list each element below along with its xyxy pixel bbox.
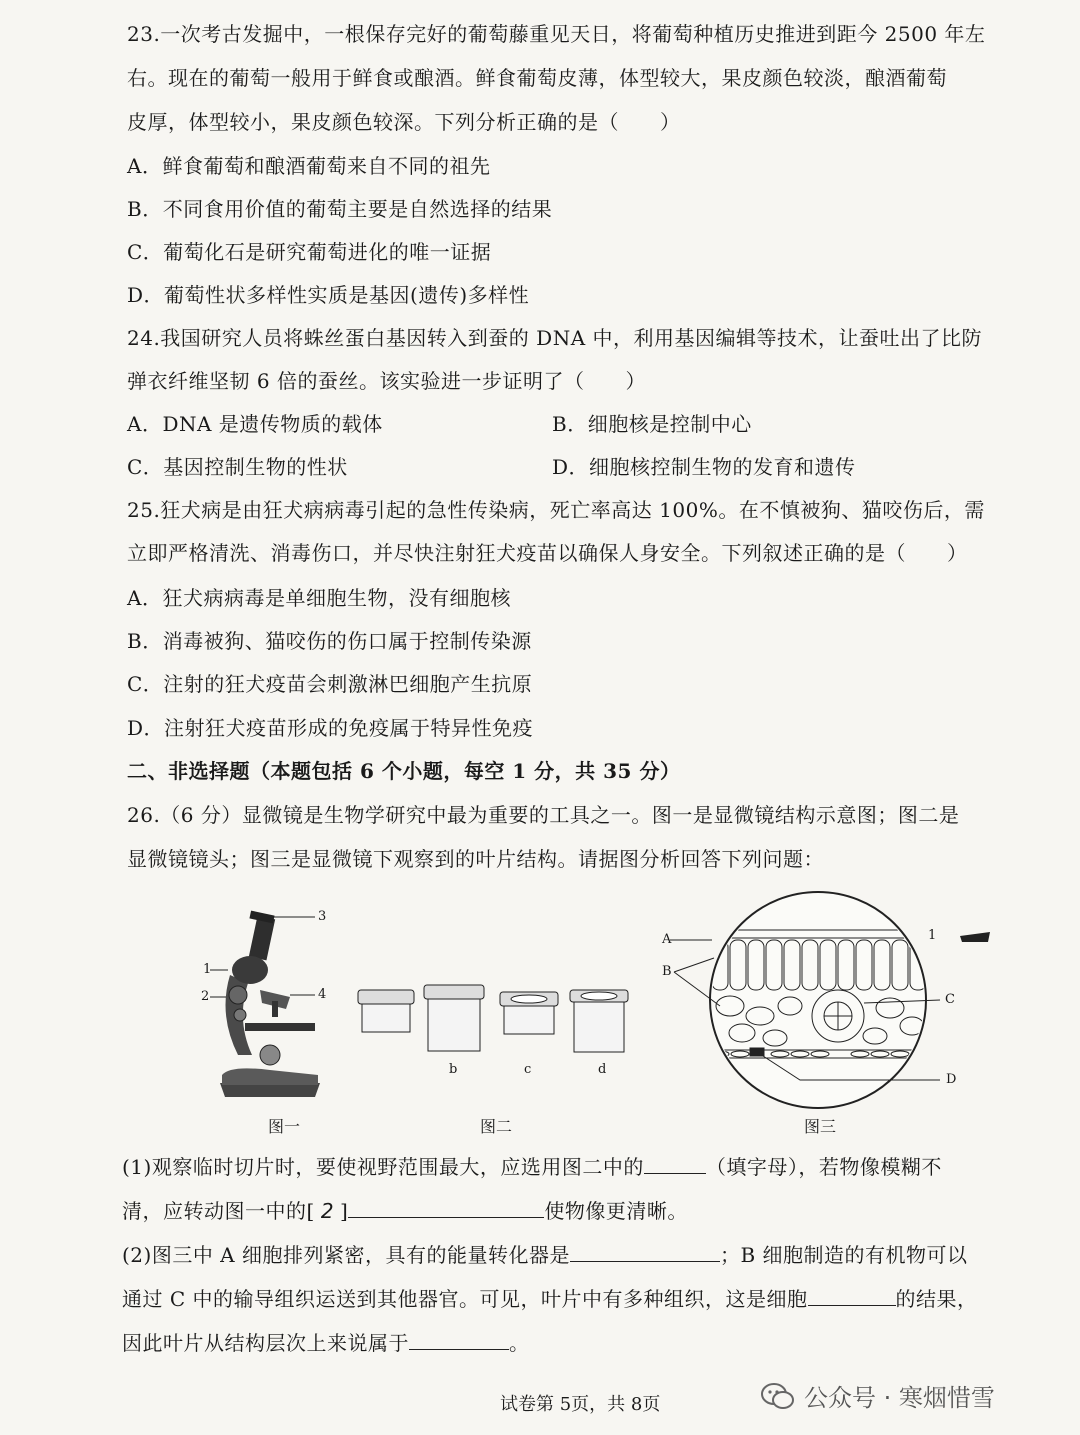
q25-stem-line-1: 25.狂犬病是由狂犬病病毒引起的急性传染病，死亡率高达 100%。在不慎被狗、猫咬伤后，需	[127, 498, 985, 522]
q26-sub2-blank-1[interactable]	[570, 1241, 720, 1262]
q26-sub2-text-6: 。	[509, 1331, 530, 1355]
q24-stem-line-1: 24.我国研究人员将蛛丝蛋白基因转入到蚕的 DNA 中，利用基因编辑等技术，让蚕吐出了比防	[127, 326, 982, 350]
q26-sub1-handwritten-2: 2	[320, 1199, 335, 1223]
figure-2-lenses	[350, 980, 640, 1060]
watermark	[760, 1378, 995, 1413]
q24-option-b: B．细胞核是控制中心	[552, 412, 752, 436]
fig1-label-4: 4	[318, 987, 327, 1002]
fig3-label-d: D	[946, 1072, 957, 1087]
q24-option-a: A．DNA 是遗传物质的载体	[127, 412, 383, 436]
q25-option-b: B．消毒被狗、猫咬伤的伤口属于控制传染源	[127, 629, 532, 653]
q26-sub1-text-1: (1)观察临时切片时，要使视野范围最大，应选用图二中的	[122, 1155, 644, 1179]
q26-sub2-blank-3[interactable]	[409, 1329, 509, 1350]
fig1-caption: 图一	[268, 1117, 301, 1136]
q23-option-d: D．葡萄性状多样性实质是基因(遗传)多样性	[127, 283, 530, 307]
fig2-label-d: d	[598, 1062, 607, 1077]
q26-stem-line-1: 26.（6 分）显微镜是生物学研究中最为重要的工具之一。图一是显微镜结构示意图；图二是	[127, 803, 960, 827]
fig3-label-b: B	[662, 964, 672, 979]
q25-stem-line-2: 立即严格清洗、消毒伤口，并尽快注射狂犬疫苗以确保人身安全。下列叙述正确的是（ ）	[127, 541, 968, 565]
fig3-label-1: 1	[928, 928, 937, 943]
q26-sub1-text-2: （填字母），若物像模糊不	[705, 1155, 942, 1179]
page-footer: 试卷第 5页，共 8页	[500, 1394, 661, 1415]
q26-sub2-line-3	[122, 1329, 530, 1357]
fig1-label-1: 1	[203, 962, 212, 977]
q23-stem-line-2: 右。现在的葡萄一般用于鲜食或酿酒。鲜食葡萄皮薄，体型较大，果皮颜色较淡，酿酒葡萄	[127, 66, 947, 90]
figure-1-microscope	[190, 905, 340, 1105]
q23-stem-line-1: 23.一次考古发掘中，一根保存完好的葡萄藤重见天日，将葡萄种植历史推进到距今 2500 年左	[127, 22, 986, 46]
q25-option-a: A．狂犬病病毒是单细胞生物，没有细胞核	[127, 586, 511, 610]
q26-sub1-blank-2[interactable]	[348, 1197, 544, 1218]
q24-option-d: D．细胞核控制生物的发育和遗传	[552, 455, 856, 479]
fig3-label-c: C	[945, 992, 955, 1007]
fig2-label-b: b	[449, 1062, 458, 1077]
q26-sub2-text-5: 因此叶片从结构层次上来说属于	[122, 1331, 409, 1355]
q26-sub2-text-4: 的结果，	[895, 1287, 978, 1311]
q23-option-a: A．鲜食葡萄和酿酒葡萄来自不同的祖先	[127, 154, 491, 178]
q26-sub1-blank-1[interactable]	[644, 1153, 706, 1174]
q26-sub1-text-3: 清，应转动图一中的[	[122, 1199, 315, 1223]
section-2-heading: 二、非选择题（本题包括 6 个小题，每空 1 分，共 35 分）	[127, 759, 681, 783]
q26-sub2-text-1: (2)图三中 A 细胞排列紧密，具有的能量转化器是	[122, 1243, 570, 1267]
q23-option-b: B．不同食用价值的葡萄主要是自然选择的结果	[127, 197, 553, 221]
fig1-label-3: 3	[318, 909, 327, 924]
fig2-caption: 图二	[480, 1117, 513, 1136]
q26-sub2-text-2: ；B 细胞制造的有机物可以	[720, 1243, 968, 1267]
q26-sub1-line-2	[122, 1197, 688, 1225]
fig1-label-2: 2	[201, 989, 210, 1004]
watermark-text: 公众号 · 寒烟惜雪	[804, 1384, 995, 1412]
q23-option-c: C．葡萄化石是研究葡萄进化的唯一证据	[127, 240, 492, 264]
q26-sub1-text-4: ]	[340, 1199, 349, 1223]
q26-sub2-line-2	[122, 1285, 978, 1313]
q26-sub1-line-1	[122, 1153, 942, 1181]
q26-sub1-text-5: 使物像更清晰。	[544, 1199, 688, 1223]
fig2-label-c: c	[524, 1062, 532, 1077]
q25-option-c: C．注射的狂犬疫苗会刺激淋巴细胞产生抗原	[127, 672, 533, 696]
fig3-label-a: A	[662, 932, 672, 947]
q25-option-d: D．注射狂犬疫苗形成的免疫属于特异性免疫	[127, 716, 534, 740]
fig3-caption: 图三	[804, 1117, 837, 1136]
q24-option-c: C．基因控制生物的性状	[127, 455, 348, 479]
q26-stem-line-2: 显微镜镜头；图三是显微镜下观察到的叶片结构。请据图分析回答下列问题：	[127, 847, 824, 871]
wechat-icon	[760, 1381, 796, 1411]
q26-sub2-text-3: 通过 C 中的输导组织运送到其他器官。可见，叶片中有多种组织，这是细胞	[122, 1287, 808, 1311]
q23-stem-line-3: 皮厚，体型较小，果皮颜色较深。下列分析正确的是（ ）	[127, 110, 681, 134]
q24-stem-line-2: 弹衣纤维坚韧 6 倍的蚕丝。该实验进一步证明了（ ）	[127, 369, 646, 393]
q26-sub2-blank-2[interactable]	[808, 1285, 896, 1306]
q26-sub2-line-1	[122, 1241, 968, 1269]
